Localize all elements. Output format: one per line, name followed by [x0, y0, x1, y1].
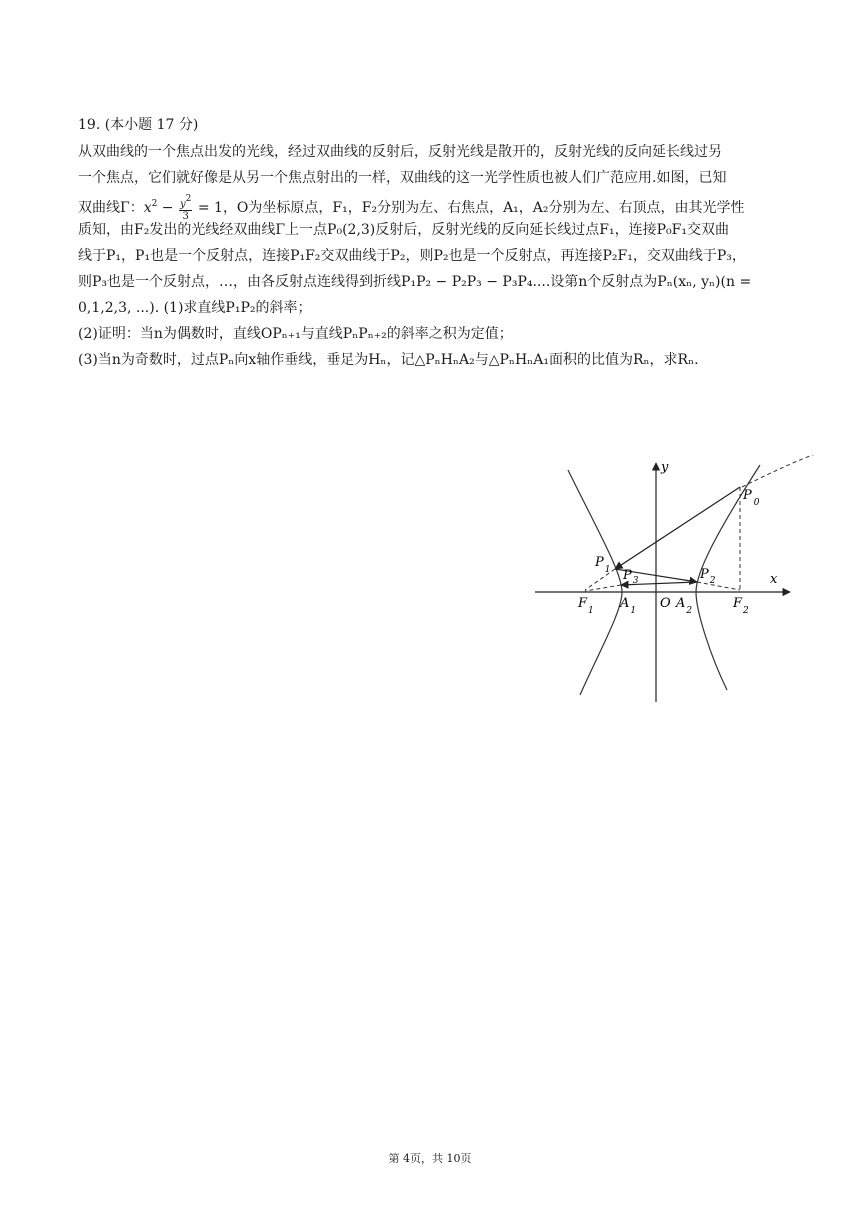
label-o: O	[660, 596, 671, 611]
problem-text-line-5: 线于P₁，P₁也是一个反射点，连接P₁F₂交双曲线于P₂，则P₂也是一个反射点，再连接P₂F₁，交双曲线于P₃，	[78, 248, 746, 264]
label-f1: $F_1$	[578, 596, 594, 616]
hyperbola-equation: $x^2$ − $\frac{y^2}{3}$ = 1	[143, 194, 223, 222]
label-p1: $P_1$	[595, 555, 611, 575]
label-p0: P $_0$	[743, 488, 760, 508]
problem-text-line-6: 则P₃也是一个反射点，…，由各反射点连线得到折线P₁P₂ − P₂P₃ − P₃P₄....设第n个反射点为Pₙ(xₙ, yₙ)(n =	[78, 274, 752, 290]
page-footer: 第 4页，共 10页	[388, 1152, 472, 1165]
label-x: x	[770, 572, 778, 587]
label-a1: $A_1$	[620, 596, 637, 616]
question-3: (3)当n为奇数时，过点Pₙ向x轴作垂线，垂足为Hₙ，记△PₙHₙA₂与△PₙHₙA₁面积的比值为Rₙ，求Rₙ.	[78, 352, 699, 368]
question-2: (2)证明：当n为偶数时，直线OPₙ₊₁与直线PₙPₙ₊₂的斜率之积为定值；	[78, 326, 513, 342]
problem-19	[78, 112, 778, 373]
problem-text-line-3: 双曲线Γ：$x^2$ − $\frac{y^2}{3}$ = 1，O为坐标原点，F₁，F₂分别为左、右焦点，A₁，A₂分别为左、右顶点，由其光学性	[78, 194, 745, 222]
right-branch-extension	[742, 455, 818, 487]
hyperbola-diagram	[530, 455, 820, 705]
fraction: $\frac{y^2}{3}$	[180, 194, 192, 222]
problem-text-line-1: 从双曲线的一个焦点出发的光线，经过双曲线的反射后，反射光线是散开的，反射光线的反向延长线过另	[78, 144, 722, 160]
label-f2: $F_2$	[733, 596, 749, 616]
question-1: 0,1,2,3, ...). (1)求直线P₁P₂的斜率；	[78, 300, 312, 316]
label-y: y	[661, 460, 669, 475]
problem-header: 19. (本小题 17 分)	[78, 117, 199, 133]
label-p3: $P_3$	[623, 568, 639, 586]
dashed-p2-f2	[697, 582, 740, 590]
label-p2: $P_2$	[700, 567, 716, 586]
problem-text-line-2: 一个焦点，它们就好像是从另一个焦点射出的一样，双曲线的这一光学性质也被人们广范应用.如图，已知	[78, 170, 727, 186]
label-a2: $A_2$	[676, 596, 693, 616]
problem-text-line-4: 质知，由F₂发出的光线经双曲线Γ上一点P₀(2,3)反射后，反射光线的反向延长线过点F₁，连接P₀F₁交双曲	[78, 222, 729, 238]
hyperbola-figure	[530, 455, 820, 705]
